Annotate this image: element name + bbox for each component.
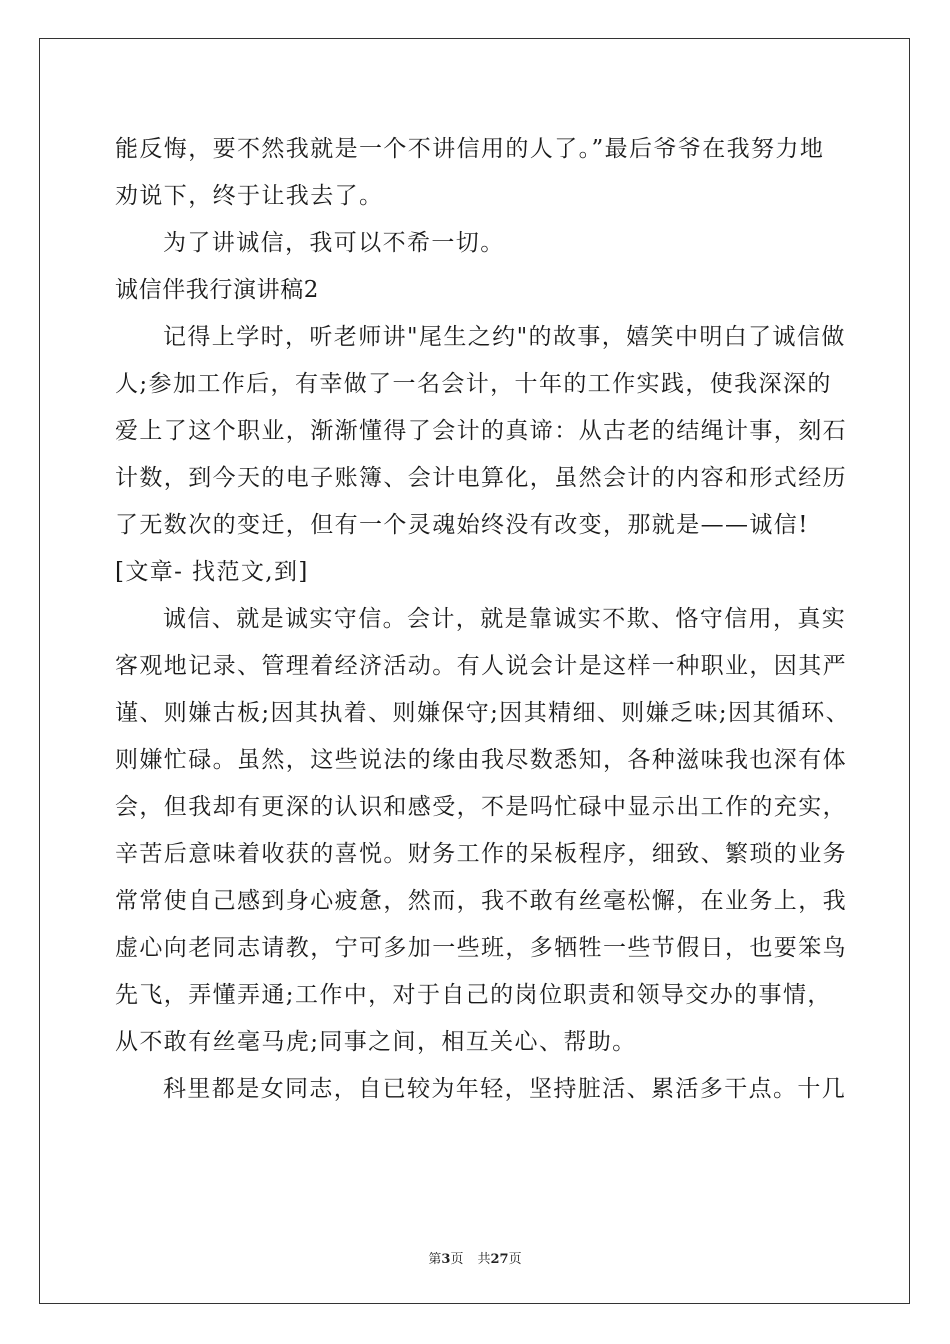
text-line: 辛苦后意味着收获的喜悦。财务工作的呆板程序，细致、繁琐的业务 [115,841,847,867]
text-line: [文章- 找范文,到] [115,559,309,585]
text-line: 谨、则嫌古板;因其执着、则嫌保守;因其精细、则嫌乏味;因其循环、 [115,700,851,726]
page-suffix: 页 [450,1252,464,1267]
text-line: 能反悔，要不然我就是一个不讲信用的人了。”最后爷爷在我努力地 [115,136,825,162]
total-suffix: 页 [508,1252,522,1267]
text-line: 虚心向老同志请教，宁可多加一些班，多牺牲一些节假日，也要笨鸟 [115,935,847,961]
total-prefix: 共 [477,1252,491,1267]
text-line: 常常使自己感到身心疲惫，然而，我不敢有丝毫松懈，在业务上，我 [115,888,847,914]
text-line: 则嫌忙碌。虽然，这些说法的缘由我尽数悉知，各种滋味我也深有体 [115,747,847,773]
text-line: 爱上了这个职业，渐渐懂得了会计的真谛：从古老的结绳计事，刻石 [115,418,847,444]
text-line: 诚信、就是诚实守信。会计，就是靠诚实不欺、恪守信用，真实 [163,606,847,632]
text-line: 劝说下，终于让我去了。 [115,183,384,209]
page-current: 3 [441,1252,451,1267]
text-line: 记得上学时，听老师讲"尾生之约"的故事，嬉笑中明白了诚信做 [163,324,846,350]
text-line: 人;参加工作后，有幸做了一名会计，十年的工作实践，使我深深的 [115,371,832,397]
text-line: 为了讲诚信，我可以不希一切。 [163,230,505,256]
text-line: 先飞，弄懂弄通;工作中，对于自己的岗位职责和领导交办的事情， [115,982,832,1008]
text-line: 会，但我却有更深的认识和感受，不是吗忙碌中显示出工作的充实， [115,794,847,820]
page-prefix: 第 [428,1252,442,1267]
text-line: 客观地记录、管理着经济活动。有人说会计是这样一种职业，因其严 [115,653,847,679]
text-line: 从不敢有丝毫马虎;同事之间，相互关心、帮助。 [115,1029,637,1055]
text-line: 计数，到今天的电子账簿、会计电算化，虽然会计的内容和形式经历 [115,465,847,491]
document-body [115,126,850,1113]
text-line: 了无数次的变迁，但有一个灵魂始终没有改变，那就是——诚信! [115,512,809,538]
text-line: 科里都是女同志，自已较为年轻，坚持脏活、累活多干点。十几 [163,1076,847,1102]
section-heading: 诚信伴我行演讲稿2 [115,277,320,303]
page-footer [0,1248,950,1267]
page-total: 27 [490,1252,509,1267]
